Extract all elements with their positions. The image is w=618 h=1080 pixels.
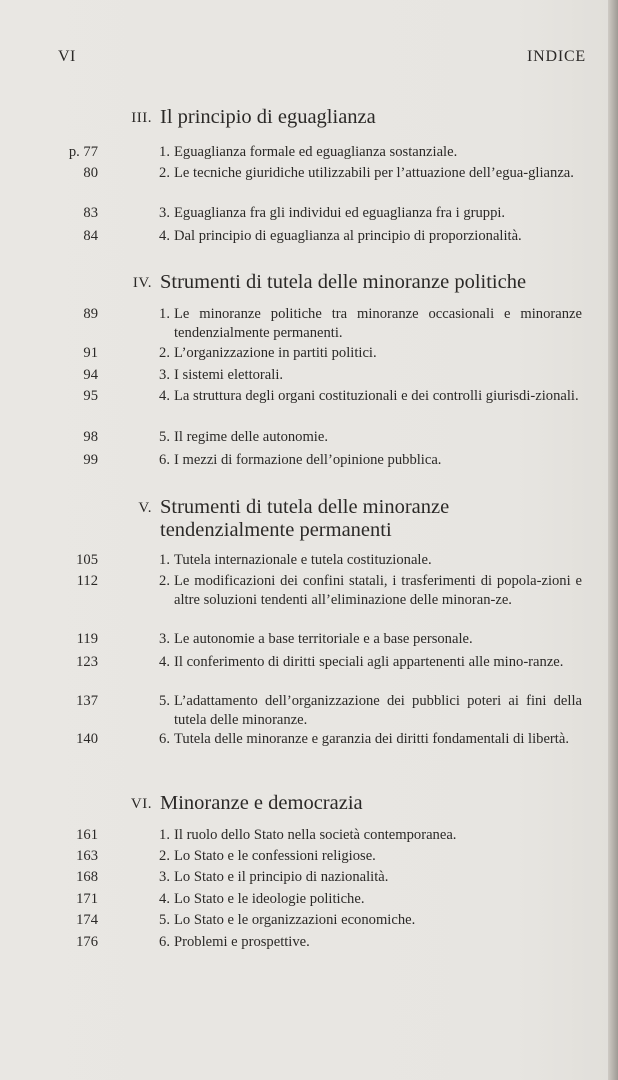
toc-section-title: Il ruolo dello Stato nella società contemporanea. (174, 827, 457, 843)
toc-section-title: Problemi e prospettive. (174, 934, 310, 950)
toc-section-title: I sistemi elettorali. (174, 367, 284, 383)
toc-section-title: Lo Stato e le organizzazioni economiche. (174, 912, 416, 928)
toc-page-number: 119 (76, 631, 98, 647)
toc-section-number: 1. (159, 827, 170, 843)
page-gutter-shadow (608, 0, 618, 1080)
toc-section-title: I mezzi di formazione dell’opinione pubblica. (174, 452, 442, 468)
toc-section-number: 4. (159, 388, 170, 404)
toc-section-number: 5. (159, 693, 170, 709)
toc-page-number: 80 (83, 165, 98, 181)
toc-section-title: Il regime delle autonomie. (174, 429, 328, 445)
toc-page-number: 98 (83, 429, 98, 445)
toc-section-title: Eguaglianza fra gli individui ed eguaglianza fra i gruppi. (174, 205, 506, 221)
toc-section-title: Lo Stato e le ideologie politiche. (174, 891, 365, 907)
toc-section-number: 1. (159, 144, 170, 160)
toc-section-number: 1. (159, 552, 170, 568)
toc-section-title: L’adattamento dell’organizzazione dei pubblici poteri ai fini della tutela delle minoranze. (174, 693, 582, 728)
toc-section-title: Tutela internazionale e tutela costituzionale. (174, 552, 432, 568)
toc-section-number: 6. (159, 934, 170, 950)
toc-page-number: 99 (83, 452, 98, 468)
toc-section-title: Dal principio di eguaglianza al principio di proporzionalità. (174, 228, 522, 244)
toc-page-number: 95 (83, 388, 98, 404)
chapter-number: III. (131, 110, 152, 126)
toc-page-number: 140 (76, 731, 98, 747)
toc-section-title: Le autonomie a base territoriale e a base personale. (174, 631, 473, 647)
toc-page-number: 84 (83, 228, 98, 244)
toc-section-number: 6. (159, 731, 170, 747)
page-number-roman: VI (58, 48, 76, 65)
toc-section-number: 6. (159, 452, 170, 468)
toc-section-title: La struttura degli organi costituzionali e dei controlli giurisdi-zionali. (174, 388, 579, 404)
toc-section-number: 3. (159, 631, 170, 647)
toc-section-title: Le minoranze politiche tra minoranze occasionali e minoranze tendenzialmente permanenti. (174, 306, 582, 341)
toc-section-number: 4. (159, 891, 170, 907)
toc-section-title: Le modificazioni dei confini statali, i trasferimenti di popola-zioni e altre soluzioni tendenti all’eliminazione delle minoran-ze. (174, 573, 582, 608)
chapter-title: Strumenti di tutela delle minoranze politiche (160, 271, 527, 293)
toc-section-number: 4. (159, 654, 170, 670)
running-header (58, 48, 586, 70)
toc-page-number: 112 (76, 573, 98, 589)
toc-page-number: 163 (76, 848, 98, 864)
toc-page-number: 94 (83, 367, 98, 383)
toc-section-number: 2. (159, 165, 170, 181)
chapter-number: V. (138, 500, 152, 516)
toc-section-number: 4. (159, 228, 170, 244)
chapter-title: Minoranze e democrazia (160, 792, 363, 814)
chapter-number: VI. (130, 796, 152, 812)
toc-section-number: 2. (159, 848, 170, 864)
toc-section-number: 3. (159, 367, 170, 383)
toc-page-number: 105 (76, 552, 98, 568)
toc-section-title: Lo Stato e le confessioni religiose. (174, 848, 376, 864)
toc-section-number: 1. (159, 306, 170, 322)
toc-section-title: Le tecniche giuridiche utilizzabili per l’attuazione dell’egua-glianza. (174, 165, 574, 181)
toc-page-number: 123 (76, 654, 98, 670)
toc-page-number: 83 (83, 205, 98, 221)
chapter-title: Strumenti di tutela delle minoranze tendenzialmente permanenti (160, 496, 450, 541)
toc-page-number: 91 (83, 345, 98, 361)
toc-section-number: 2. (159, 573, 170, 589)
toc-section-title: L’organizzazione in partiti politici. (174, 345, 377, 361)
toc-section-number: 5. (159, 912, 170, 928)
toc-page-number: p. 77 (68, 144, 98, 160)
toc-section-number: 2. (159, 345, 170, 361)
running-head-title: INDICE (526, 48, 586, 65)
toc-page-number: 176 (76, 934, 98, 950)
toc-page-number: 168 (76, 869, 98, 885)
toc-page-number: 174 (76, 912, 98, 928)
toc-page-number: 89 (83, 306, 98, 322)
toc-section-title: Lo Stato e il principio di nazionalità. (174, 869, 389, 885)
toc-section-number: 5. (159, 429, 170, 445)
toc-section-number: 3. (159, 205, 170, 221)
chapter-number: IV. (132, 275, 152, 291)
toc-section-title: Tutela delle minoranze e garanzia dei diritti fondamentali di libertà. (174, 731, 569, 747)
chapter-title: Il principio di eguaglianza (160, 106, 376, 128)
toc-page-number: 171 (76, 891, 98, 907)
toc-section-title: Il conferimento di diritti speciali agli appartenenti alle mino-ranze. (174, 654, 564, 670)
toc-page-number: 161 (76, 827, 98, 843)
toc-section-number: 3. (159, 869, 170, 885)
toc-page-number: 137 (76, 693, 98, 709)
toc-section-title: Eguaglianza formale ed eguaglianza sostanziale. (174, 144, 458, 160)
